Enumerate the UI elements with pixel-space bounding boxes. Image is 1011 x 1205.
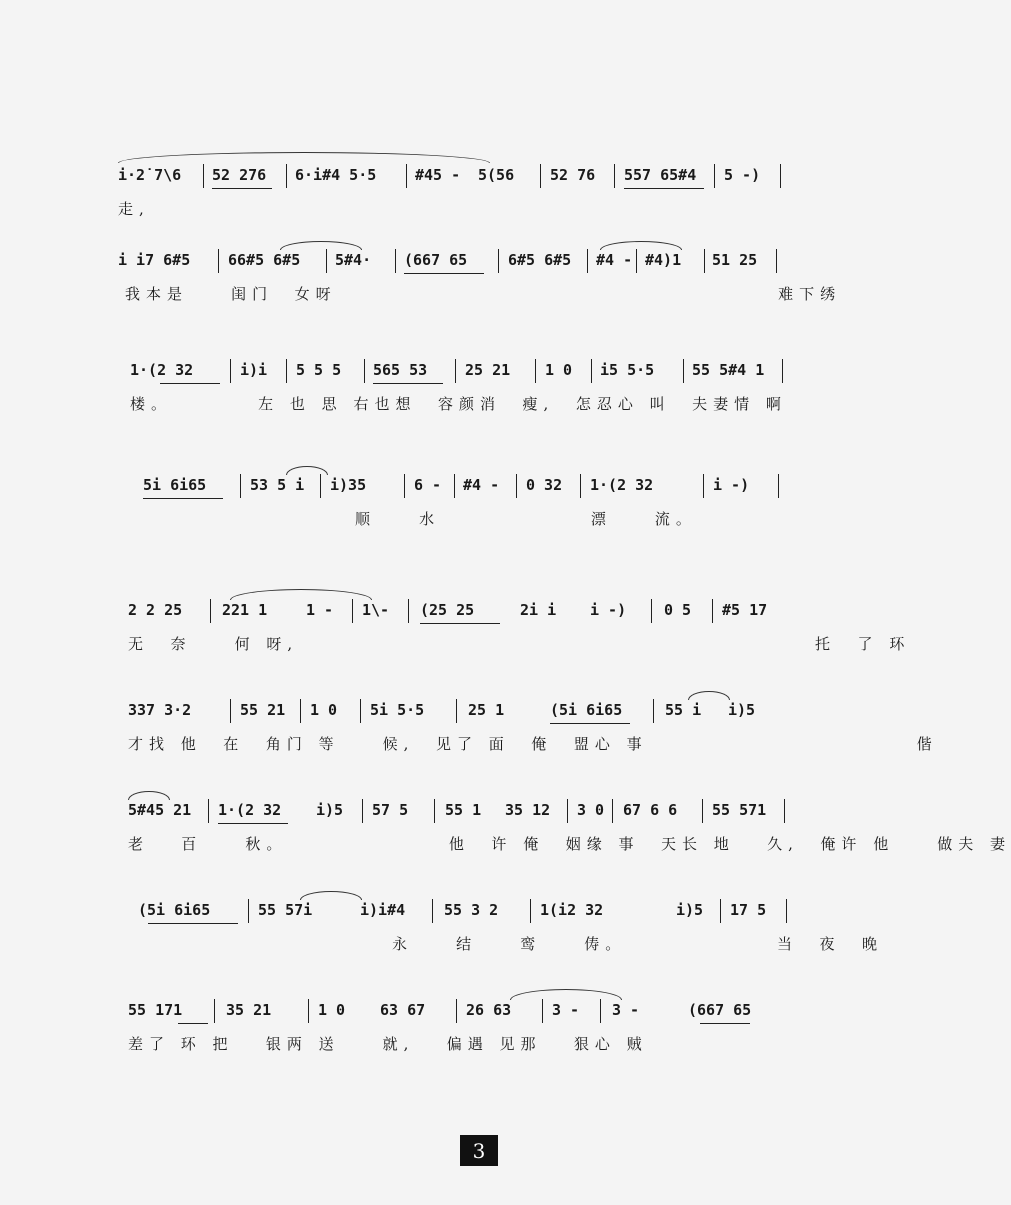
lyric-row: 差了 环 把 银两 送 就, 偏遇 见那 狠心 贼 bbox=[128, 1035, 648, 1053]
measure: 25 21 bbox=[465, 361, 511, 379]
measure: 55 171 bbox=[128, 1001, 183, 1019]
measure: 66#5 6#5 bbox=[228, 251, 301, 269]
barline bbox=[230, 699, 231, 723]
measure: (25 25 bbox=[420, 601, 475, 619]
measure: #5 17 bbox=[722, 601, 768, 619]
measure: 35 12 bbox=[505, 801, 551, 819]
measure: i)5 bbox=[316, 801, 344, 819]
barline bbox=[776, 249, 777, 273]
barline bbox=[203, 164, 204, 188]
barline bbox=[308, 999, 309, 1023]
measure: 52 76 bbox=[550, 166, 596, 184]
underline bbox=[178, 1023, 208, 1024]
underline bbox=[624, 188, 704, 189]
lyric-row: 才找 他 在 角门 等 候, 见了 面 俺 盟心 事 偕 bbox=[128, 735, 938, 753]
measure: 53 5 i bbox=[250, 476, 305, 494]
barline bbox=[704, 249, 705, 273]
measure: 55 5#4 1 bbox=[692, 361, 765, 379]
barline bbox=[651, 599, 652, 623]
lyric-row: 老 百 秋。 他 许 俺 姻缘 事 天长 地 久, 俺许 他 做夫 妻 bbox=[128, 835, 1011, 853]
barline bbox=[362, 799, 363, 823]
lyric-row: 走, bbox=[118, 200, 150, 218]
barline bbox=[454, 474, 455, 498]
barline bbox=[786, 899, 787, 923]
measure: i)i#4 bbox=[360, 901, 406, 919]
measure: 57 5 bbox=[372, 801, 409, 819]
underline bbox=[218, 823, 288, 824]
barline bbox=[778, 474, 779, 498]
barline bbox=[218, 249, 219, 273]
barline bbox=[208, 799, 209, 823]
measure: i -) bbox=[590, 601, 627, 619]
measure: 3 - bbox=[612, 1001, 640, 1019]
barline bbox=[404, 474, 405, 498]
barline bbox=[540, 164, 541, 188]
slur bbox=[286, 466, 328, 475]
measure: 1·(2 32 bbox=[130, 361, 194, 379]
notes-row bbox=[0, 355, 898, 385]
measure: 63 67 bbox=[380, 1001, 426, 1019]
notes-row bbox=[0, 245, 898, 275]
measure: 1\- bbox=[362, 601, 390, 619]
underline bbox=[212, 188, 272, 189]
lyric-row: 永 结 鸾 俦。 当 夜 晚 bbox=[392, 935, 884, 953]
measure: (5i 6i65 bbox=[138, 901, 211, 919]
measure: 1 0 bbox=[310, 701, 338, 719]
barline bbox=[286, 359, 287, 383]
slur bbox=[118, 152, 490, 163]
measure: i)5 bbox=[676, 901, 704, 919]
lyric-row: 无 奈 何 呀, 托 了 环 bbox=[128, 635, 911, 653]
underline bbox=[700, 1023, 750, 1024]
measure: i)5 bbox=[728, 701, 756, 719]
barline bbox=[714, 164, 715, 188]
measure: 25 1 bbox=[468, 701, 505, 719]
barline bbox=[612, 799, 613, 823]
underline bbox=[550, 723, 630, 724]
underline bbox=[143, 498, 223, 499]
barline bbox=[456, 699, 457, 723]
measure: 5 -) bbox=[724, 166, 761, 184]
measure: 2i i bbox=[520, 601, 557, 619]
barline bbox=[653, 699, 654, 723]
measure: 55 i bbox=[665, 701, 702, 719]
measure: 26 63 bbox=[466, 1001, 512, 1019]
measure: 0 32 bbox=[526, 476, 563, 494]
barline bbox=[712, 599, 713, 623]
measure: 52 276 bbox=[212, 166, 267, 184]
notes-row bbox=[0, 595, 898, 625]
barline bbox=[320, 474, 321, 498]
measure: 1 0 bbox=[318, 1001, 346, 1019]
barline bbox=[636, 249, 637, 273]
measure: 565 53 bbox=[373, 361, 428, 379]
barline bbox=[455, 359, 456, 383]
slur bbox=[128, 791, 170, 800]
barline bbox=[230, 359, 231, 383]
notes-row bbox=[0, 470, 898, 500]
barline bbox=[248, 899, 249, 923]
barline bbox=[784, 799, 785, 823]
underline bbox=[148, 923, 238, 924]
barline bbox=[326, 249, 327, 273]
measure: #4 - bbox=[463, 476, 500, 494]
measure: 0 5 bbox=[664, 601, 692, 619]
measure: 55 1 bbox=[445, 801, 482, 819]
measure: i -) bbox=[713, 476, 750, 494]
measure: 5i 6i65 bbox=[143, 476, 207, 494]
barline bbox=[360, 699, 361, 723]
underline bbox=[373, 383, 443, 384]
barline bbox=[703, 474, 704, 498]
measure: 1·(2 32 bbox=[218, 801, 282, 819]
measure: 17 5 bbox=[730, 901, 767, 919]
measure: 5#45 21 bbox=[128, 801, 192, 819]
measure: i5 5·5 bbox=[600, 361, 655, 379]
barline bbox=[780, 164, 781, 188]
measure: i i7 6#5 bbox=[118, 251, 191, 269]
measure: 5i 5·5 bbox=[370, 701, 425, 719]
barline bbox=[456, 999, 457, 1023]
slur bbox=[230, 589, 372, 600]
barline bbox=[516, 474, 517, 498]
measure: i)35 bbox=[330, 476, 367, 494]
barline bbox=[580, 474, 581, 498]
measure: 5#4· bbox=[335, 251, 372, 269]
measure: 6#5 6#5 bbox=[508, 251, 572, 269]
slur bbox=[688, 691, 730, 700]
measure: 2 2 25 bbox=[128, 601, 183, 619]
measure: 55 571 bbox=[712, 801, 767, 819]
measure: 1 - bbox=[306, 601, 334, 619]
lyric-row: 顺 水 漂 流。 bbox=[355, 510, 697, 528]
barline bbox=[286, 164, 287, 188]
measure: 1·(2 32 bbox=[590, 476, 654, 494]
barline bbox=[683, 359, 684, 383]
measure: #45 - bbox=[415, 166, 461, 184]
barline bbox=[702, 799, 703, 823]
barline bbox=[567, 799, 568, 823]
page-number: 3 bbox=[460, 1135, 498, 1166]
barline bbox=[406, 164, 407, 188]
barline bbox=[782, 359, 783, 383]
measure: 51 25 bbox=[712, 251, 758, 269]
barline bbox=[587, 249, 588, 273]
slur bbox=[280, 241, 362, 250]
measure: 557 65#4 bbox=[624, 166, 697, 184]
barline bbox=[600, 999, 601, 1023]
measure: 67 6 6 bbox=[623, 801, 678, 819]
measure: (667 65 bbox=[688, 1001, 752, 1019]
measure: 337 3·2 bbox=[128, 701, 192, 719]
barline bbox=[300, 699, 301, 723]
barline bbox=[434, 799, 435, 823]
notes-row bbox=[0, 160, 898, 190]
barline bbox=[535, 359, 536, 383]
underline bbox=[420, 623, 500, 624]
measure: i·2˙7\6 bbox=[118, 166, 182, 184]
measure: #4 - bbox=[596, 251, 633, 269]
barline bbox=[240, 474, 241, 498]
slur bbox=[600, 241, 682, 250]
barline bbox=[395, 249, 396, 273]
notes-row bbox=[0, 995, 898, 1025]
measure: 3 0 bbox=[577, 801, 605, 819]
barline bbox=[214, 999, 215, 1023]
barline bbox=[364, 359, 365, 383]
measure: 6·i#4 5·5 bbox=[295, 166, 377, 184]
measure: (667 65 bbox=[404, 251, 468, 269]
notes-row bbox=[0, 695, 898, 725]
barline bbox=[530, 899, 531, 923]
lyric-row: 楼。 左 也 思 右也想 容颜消 瘦, 怎忍心 叫 夫妻情 啊 bbox=[130, 395, 787, 413]
barline bbox=[542, 999, 543, 1023]
measure: 5 5 5 bbox=[296, 361, 342, 379]
barline bbox=[720, 899, 721, 923]
slur bbox=[510, 989, 622, 1000]
barline bbox=[614, 164, 615, 188]
measure: 55 3 2 bbox=[444, 901, 499, 919]
barline bbox=[591, 359, 592, 383]
measure: i)i bbox=[240, 361, 268, 379]
underline bbox=[404, 273, 484, 274]
measure: (5i 6i65 bbox=[550, 701, 623, 719]
lyric-row: 我本是 闺门 女呀 难下绣 bbox=[125, 285, 842, 303]
measure: 55 21 bbox=[240, 701, 286, 719]
barline bbox=[210, 599, 211, 623]
barline bbox=[498, 249, 499, 273]
underline bbox=[160, 383, 220, 384]
measure: 6 - bbox=[414, 476, 442, 494]
measure: 55 57i bbox=[258, 901, 313, 919]
measure: 1(i2 32 bbox=[540, 901, 604, 919]
measure: 35 21 bbox=[226, 1001, 272, 1019]
measure: 1 0 bbox=[545, 361, 573, 379]
notes-row bbox=[0, 895, 898, 925]
measure: #4)1 bbox=[645, 251, 682, 269]
barline bbox=[352, 599, 353, 623]
slur bbox=[300, 891, 362, 900]
barline bbox=[408, 599, 409, 623]
measure: 3 - bbox=[552, 1001, 580, 1019]
barline bbox=[432, 899, 433, 923]
measure: 221 1 bbox=[222, 601, 268, 619]
measure: 5(56 bbox=[478, 166, 515, 184]
